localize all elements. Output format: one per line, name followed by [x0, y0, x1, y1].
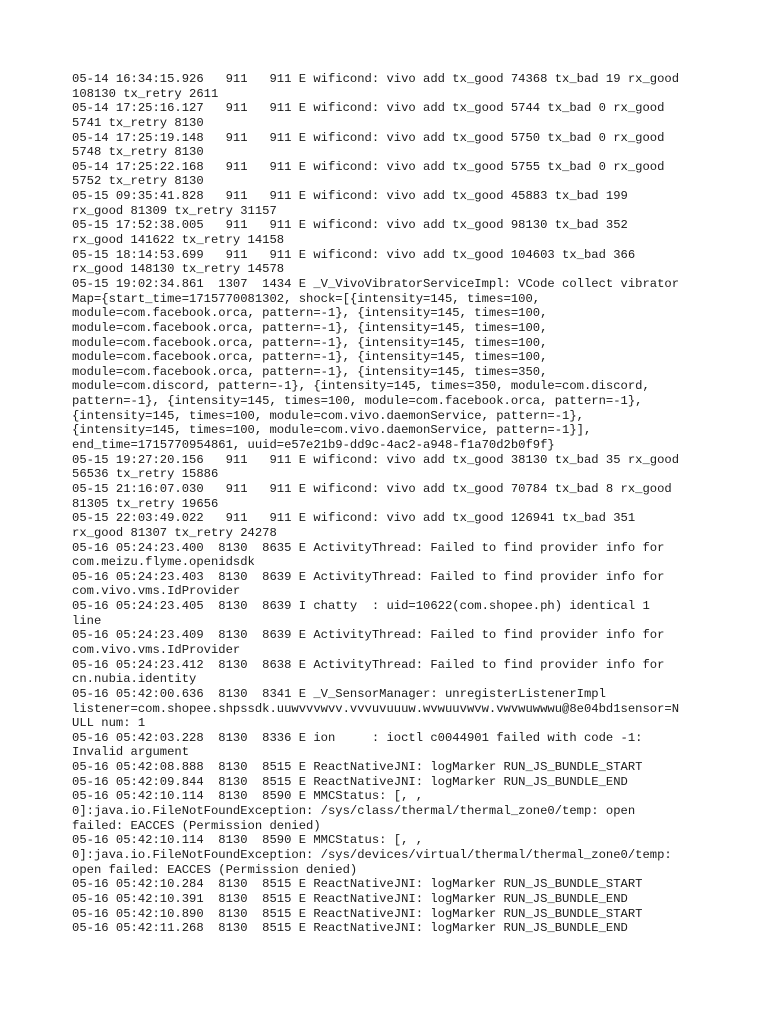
log-line: com.vivo.vms.IdProvider [72, 584, 241, 599]
log-line: module=com.facebook.orca, pattern=-1}, {intensity=145, times=100, [72, 320, 548, 335]
log-line: 05-16 05:42:10.284 8130 8515 E ReactNativeJNI: logMarker RUN_JS_BUNDLE_START [72, 877, 643, 892]
log-line: rx_good 81309 tx_retry 31157 [72, 203, 277, 218]
log-line: 05-15 21:16:07.030 911 911 E wificond: vivo add tx_good 70784 tx_bad 8 rx_good [72, 481, 672, 496]
log-line: module=com.facebook.orca, pattern=-1}, {intensity=145, times=100, [72, 350, 548, 365]
log-line: pattern=-1}, {intensity=145, times=100, module=com.facebook.orca, pattern=-1}, [72, 394, 643, 409]
log-line: 81305 tx_retry 19656 [72, 496, 219, 511]
log-line: 05-16 05:24:23.400 8130 8635 E ActivityThread: Failed to find provider info for [72, 540, 665, 555]
log-line: 05-16 05:42:08.888 8130 8515 E ReactNativeJNI: logMarker RUN_JS_BUNDLE_START [72, 760, 643, 775]
log-line: module=com.discord, pattern=-1}, {intensity=145, times=350, module=com.discord, [72, 379, 650, 394]
log-line: Invalid argument [72, 745, 190, 760]
log-line: 5748 tx_retry 8130 [72, 145, 204, 160]
log-line: 05-16 05:42:03.228 8130 8336 E ion : ioctl c0044901 failed with code -1: [72, 730, 643, 745]
log-line: 5752 tx_retry 8130 [72, 174, 204, 189]
log-line: 05-14 17:25:22.168 911 911 E wificond: vivo add tx_good 5755 tx_bad 0 rx_good [72, 159, 665, 174]
log-line: 05-15 17:52:38.005 911 911 E wificond: vivo add tx_good 98130 tx_bad 352 [72, 218, 628, 233]
log-line: 5741 tx_retry 8130 [72, 115, 204, 130]
log-line: 05-16 05:42:10.114 8130 8590 E MMCStatus: [, , [72, 789, 424, 804]
log-line: 05-14 17:25:19.148 911 911 E wificond: vivo add tx_good 5750 tx_bad 0 rx_good [72, 130, 665, 145]
log-line: line [72, 613, 102, 628]
log-line: module=com.facebook.orca, pattern=-1}, {intensity=145, times=350, [72, 364, 548, 379]
log-line: Map={start_time=1715770081302, shock=[{intensity=145, times=100, [72, 291, 541, 306]
log-line: 0]:java.io.FileNotFoundException: /sys/devices/virtual/thermal/thermal_zone0/temp: [72, 847, 672, 862]
log-line: open failed: EACCES (Permission denied) [72, 862, 358, 877]
log-document [72, 72, 712, 936]
log-line: 05-15 19:02:34.861 1307 1434 E _V_VivoVibratorServiceImpl: VCode collect vibrator [72, 276, 680, 291]
log-line: 05-16 05:42:00.636 8130 8341 E _V_SensorManager: unregisterListenerImpl [72, 686, 606, 701]
log-line: 05-16 05:42:10.114 8130 8590 E MMCStatus: [, , [72, 833, 424, 848]
log-line: 05-16 05:24:23.405 8130 8639 I chatty : uid=10622(com.shopee.ph) identical 1 [72, 599, 650, 614]
log-line: rx_good 81307 tx_retry 24278 [72, 525, 277, 540]
log-line: 05-15 09:35:41.828 911 911 E wificond: vivo add tx_good 45883 tx_bad 199 [72, 189, 628, 204]
log-line: 05-16 05:24:23.409 8130 8639 E ActivityThread: Failed to find provider info for [72, 628, 665, 643]
log-line: com.vivo.vms.IdProvider [72, 642, 241, 657]
log-line: 05-16 05:42:11.268 8130 8515 E ReactNativeJNI: logMarker RUN_JS_BUNDLE_END [72, 921, 628, 936]
log-line: 05-16 05:24:23.403 8130 8639 E ActivityThread: Failed to find provider info for [72, 569, 665, 584]
log-line: com.meizu.flyme.openidsdk [72, 555, 255, 570]
log-line: rx_good 141622 tx_retry 14158 [72, 233, 285, 248]
log-line: 05-15 19:27:20.156 911 911 E wificond: vivo add tx_good 38130 tx_bad 35 rx_good [72, 452, 680, 467]
log-line: 05-14 17:25:16.127 911 911 E wificond: vivo add tx_good 5744 tx_bad 0 rx_good [72, 101, 665, 116]
log-line: 05-15 22:03:49.022 911 911 E wificond: vivo add tx_good 126941 tx_bad 351 [72, 511, 636, 526]
log-line: {intensity=145, times=100, module=com.vivo.daemonService, pattern=-1}], [72, 423, 592, 438]
log-line: ULL num: 1 [72, 716, 146, 731]
log-line: module=com.facebook.orca, pattern=-1}, {intensity=145, times=100, [72, 306, 548, 321]
log-line: 05-14 16:34:15.926 911 911 E wificond: vivo add tx_good 74368 tx_bad 19 rx_good [72, 72, 680, 86]
log-line: module=com.facebook.orca, pattern=-1}, {intensity=145, times=100, [72, 335, 548, 350]
log-line: 0]:java.io.FileNotFoundException: /sys/class/thermal/thermal_zone0/temp: open [72, 804, 636, 819]
log-line: 05-15 18:14:53.699 911 911 E wificond: vivo add tx_good 104603 tx_bad 366 [72, 247, 636, 262]
log-line: 05-16 05:24:23.412 8130 8638 E ActivityThread: Failed to find provider info for [72, 657, 665, 672]
log-line: listener=com.shopee.shpssdk.uuwvvvwvv.vvvuvuuuw.wvwuuvwvw.vwvwuwwwu@8e04bd1sensor=N [72, 701, 680, 716]
log-line: {intensity=145, times=100, module=com.vivo.daemonService, pattern=-1}, [72, 408, 584, 423]
log-line: 108130 tx_retry 2611 [72, 86, 219, 101]
log-line: 05-16 05:42:10.890 8130 8515 E ReactNativeJNI: logMarker RUN_JS_BUNDLE_START [72, 906, 643, 921]
log-line: 05-16 05:42:10.391 8130 8515 E ReactNativeJNI: logMarker RUN_JS_BUNDLE_END [72, 891, 628, 906]
log-line: end_time=1715770954861, uuid=e57e21b9-dd9c-4ac2-a948-f1a70d2b0f9f} [72, 438, 555, 453]
log-line: rx_good 148130 tx_retry 14578 [72, 262, 285, 277]
log-line: 05-16 05:42:09.844 8130 8515 E ReactNativeJNI: logMarker RUN_JS_BUNDLE_END [72, 774, 628, 789]
log-line: failed: EACCES (Permission denied) [72, 818, 321, 833]
log-line: cn.nubia.identity [72, 672, 197, 687]
log-line: 56536 tx_retry 15886 [72, 467, 219, 482]
